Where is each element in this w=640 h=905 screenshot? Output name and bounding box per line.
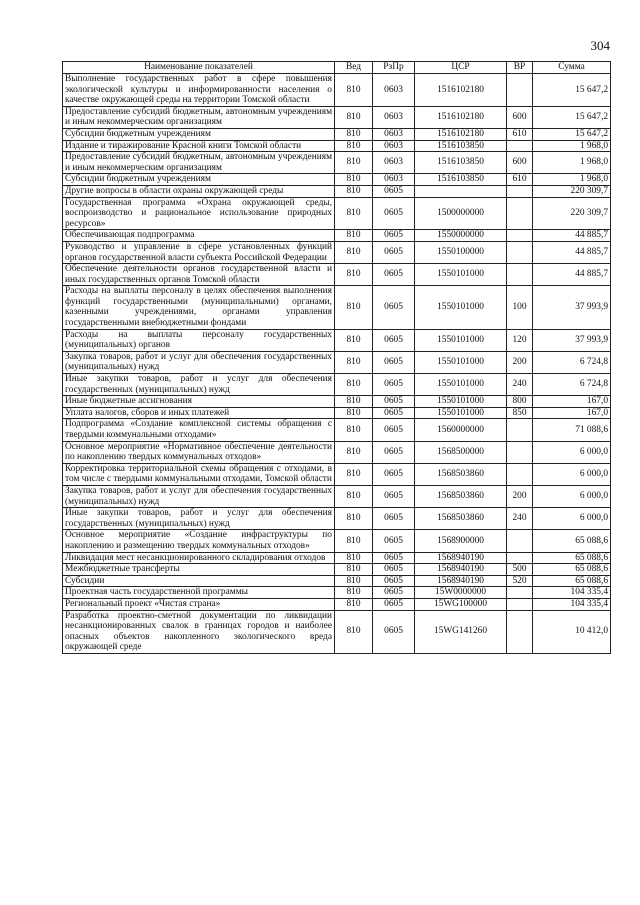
- table-row: [63, 407, 611, 419]
- row-name: Расходы на выплаты персоналу в целях обеспечения выполнения функций государственными (муниципальными) органами, казенными учреждениями, органами управления государственными внебюджетными фондами: [63, 286, 335, 329]
- row-csr: 1516102180: [415, 74, 507, 107]
- row-csr: 1550101000: [415, 374, 507, 396]
- row-csr: 1550101000: [415, 351, 507, 373]
- table-row: [63, 485, 611, 507]
- row-sum: 65 088,6: [533, 530, 611, 552]
- row-sum: 6 724,8: [533, 374, 611, 396]
- row-vr: 200: [507, 485, 533, 507]
- row-ved: 810: [335, 575, 373, 587]
- row-ved: 810: [335, 185, 373, 197]
- row-ved: 810: [335, 530, 373, 552]
- row-name: Субсидии бюджетным учреждениям: [63, 174, 335, 186]
- row-csr: 1568940190: [415, 552, 507, 564]
- row-name: Обеспечение деятельности органов государственной власти и иных государственных органов Томской области: [63, 264, 335, 286]
- table-row: [63, 106, 611, 128]
- row-sum: 10 412,0: [533, 610, 611, 653]
- table-row: [63, 463, 611, 485]
- table-row: [63, 351, 611, 373]
- row-csr: 1550101000: [415, 329, 507, 351]
- row-name: Субсидии: [63, 575, 335, 587]
- table-row: [63, 241, 611, 263]
- row-vr: [507, 598, 533, 610]
- row-csr: 1516102180: [415, 106, 507, 128]
- header-ved: Вед: [335, 62, 373, 74]
- row-sum: 1 968,0: [533, 152, 611, 174]
- row-rzpr: 0605: [373, 286, 415, 329]
- row-ved: 810: [335, 241, 373, 263]
- row-ved: 810: [335, 508, 373, 530]
- row-rzpr: 0605: [373, 598, 415, 610]
- row-vr: [507, 264, 533, 286]
- row-vr: 600: [507, 106, 533, 128]
- row-name: Государственная программа «Охрана окружающей среды, воспроизводство и рациональное использование природных ресурсов»: [63, 197, 335, 230]
- row-sum: 1 968,0: [533, 174, 611, 186]
- row-ved: 810: [335, 329, 373, 351]
- row-rzpr: 0603: [373, 174, 415, 186]
- row-rzpr: 0605: [373, 407, 415, 419]
- row-sum: 6 724,8: [533, 351, 611, 373]
- row-sum: 65 088,6: [533, 564, 611, 576]
- row-ved: 810: [335, 174, 373, 186]
- row-vr: [507, 74, 533, 107]
- row-sum: 37 993,9: [533, 329, 611, 351]
- row-name: Предоставление субсидий бюджетным, автономным учреждениям и иным некоммерческим организациям: [63, 106, 335, 128]
- row-sum: 15 647,2: [533, 106, 611, 128]
- row-rzpr: 0605: [373, 564, 415, 576]
- row-rzpr: 0603: [373, 128, 415, 140]
- row-rzpr: 0605: [373, 463, 415, 485]
- row-name: Подпрограмма «Создание комплексной системы обращения с твердыми коммунальными отходами»: [63, 419, 335, 441]
- row-rzpr: 0605: [373, 575, 415, 587]
- row-vr: 850: [507, 407, 533, 419]
- row-rzpr: 0605: [373, 508, 415, 530]
- row-vr: 600: [507, 152, 533, 174]
- row-rzpr: 0605: [373, 351, 415, 373]
- row-name: Основное мероприятие «Создание инфраструктуры по накоплению и размещению твердых коммунальных отходов»: [63, 530, 335, 552]
- row-name: Закупка товаров, работ и услуг для обеспечения государственных (муниципальных) нужд: [63, 485, 335, 507]
- row-sum: 71 088,6: [533, 419, 611, 441]
- table-row: [63, 396, 611, 408]
- row-name: Иные закупки товаров, работ и услуг для обеспечения государственных (муниципальных) нужд: [63, 374, 335, 396]
- table-row: [63, 197, 611, 230]
- row-csr: 1516103850: [415, 152, 507, 174]
- table-header-row: [63, 62, 611, 74]
- page-number: 304: [590, 38, 610, 53]
- header-rzpr: РзПр: [373, 62, 415, 74]
- row-name: Обеспечивающая подпрограмма: [63, 230, 335, 242]
- row-csr: 1568503860: [415, 485, 507, 507]
- row-sum: 6 000,0: [533, 485, 611, 507]
- row-vr: [507, 463, 533, 485]
- row-csr: 15WG141260: [415, 610, 507, 653]
- table-row: [63, 419, 611, 441]
- row-rzpr: 0605: [373, 530, 415, 552]
- row-ved: 810: [335, 128, 373, 140]
- row-sum: 1 968,0: [533, 140, 611, 152]
- row-sum: 6 000,0: [533, 441, 611, 463]
- row-vr: 800: [507, 396, 533, 408]
- table-row: [63, 185, 611, 197]
- row-rzpr: 0605: [373, 552, 415, 564]
- row-ved: 810: [335, 286, 373, 329]
- row-ved: 810: [335, 564, 373, 576]
- row-ved: 810: [335, 74, 373, 107]
- budget-table: [62, 61, 611, 654]
- row-name: Региональный проект «Чистая страна»: [63, 598, 335, 610]
- row-name: Иные бюджетные ассигнования: [63, 396, 335, 408]
- row-sum: 104 335,4: [533, 598, 611, 610]
- row-rzpr: 0605: [373, 610, 415, 653]
- row-sum: 15 647,2: [533, 128, 611, 140]
- row-name: Корректировка территориальной схемы обращения с отходами, в том числе с твердыми коммунальными отходами, Томской области: [63, 463, 335, 485]
- row-vr: 500: [507, 564, 533, 576]
- row-ved: 810: [335, 396, 373, 408]
- row-rzpr: 0603: [373, 140, 415, 152]
- row-vr: [507, 197, 533, 230]
- row-csr: 1568940190: [415, 564, 507, 576]
- row-vr: [507, 241, 533, 263]
- row-csr: [415, 185, 507, 197]
- header-vr: ВР: [507, 62, 533, 74]
- row-ved: 810: [335, 552, 373, 564]
- row-sum: 220 309,7: [533, 197, 611, 230]
- header-name: Наименование показателей: [63, 62, 335, 74]
- row-ved: 810: [335, 485, 373, 507]
- table-row: [63, 329, 611, 351]
- row-ved: 810: [335, 106, 373, 128]
- row-csr: 1516103850: [415, 174, 507, 186]
- row-csr: 15W0000000: [415, 587, 507, 599]
- row-name: Ликвидация мест несанкционированного складирования отходов: [63, 552, 335, 564]
- table-row: [63, 552, 611, 564]
- row-csr: 1516103850: [415, 140, 507, 152]
- row-rzpr: 0605: [373, 419, 415, 441]
- row-vr: 240: [507, 508, 533, 530]
- table-row: [63, 441, 611, 463]
- row-sum: 44 885,7: [533, 241, 611, 263]
- row-sum: 15 647,2: [533, 74, 611, 107]
- row-rzpr: 0605: [373, 374, 415, 396]
- row-name: Основное мероприятие «Нормативное обеспечение деятельности по накоплению твердых коммунальных отходов»: [63, 441, 335, 463]
- header-csr: ЦСР: [415, 62, 507, 74]
- row-csr: 1550101000: [415, 264, 507, 286]
- row-name: Выполнение государственных работ в сфере повышения экологической культуры и информированности населения о качестве окружающей среды на территории Томской области: [63, 74, 335, 107]
- row-name: Предоставление субсидий бюджетным, автономным учреждениям и иным некоммерческим организациям: [63, 152, 335, 174]
- row-rzpr: 0603: [373, 152, 415, 174]
- row-ved: 810: [335, 197, 373, 230]
- row-csr: 1550100000: [415, 241, 507, 263]
- row-sum: 220 309,7: [533, 185, 611, 197]
- row-csr: 1550101000: [415, 407, 507, 419]
- row-vr: [507, 530, 533, 552]
- row-rzpr: 0603: [373, 106, 415, 128]
- row-rzpr: 0605: [373, 230, 415, 242]
- row-csr: 1568940190: [415, 575, 507, 587]
- header-sum: Сумма: [533, 62, 611, 74]
- table-row: [63, 575, 611, 587]
- row-name: Уплата налогов, сборов и иных платежей: [63, 407, 335, 419]
- row-csr: 1550101000: [415, 286, 507, 329]
- row-sum: 65 088,6: [533, 552, 611, 564]
- row-name: Субсидии бюджетным учреждениям: [63, 128, 335, 140]
- row-csr: 1550101000: [415, 396, 507, 408]
- row-csr: 1568900000: [415, 530, 507, 552]
- row-vr: 610: [507, 174, 533, 186]
- row-ved: 810: [335, 598, 373, 610]
- row-sum: 37 993,9: [533, 286, 611, 329]
- row-rzpr: 0605: [373, 264, 415, 286]
- row-ved: 810: [335, 230, 373, 242]
- row-ved: 810: [335, 374, 373, 396]
- row-vr: [507, 610, 533, 653]
- row-rzpr: 0605: [373, 485, 415, 507]
- row-rzpr: 0605: [373, 441, 415, 463]
- row-vr: 200: [507, 351, 533, 373]
- row-name: Закупка товаров, работ и услуг для обеспечения государственных (муниципальных) нужд: [63, 351, 335, 373]
- table-row: [63, 587, 611, 599]
- row-vr: 520: [507, 575, 533, 587]
- row-ved: 810: [335, 140, 373, 152]
- table-row: [63, 610, 611, 653]
- row-rzpr: 0605: [373, 396, 415, 408]
- row-ved: 810: [335, 351, 373, 373]
- table-row: [63, 174, 611, 186]
- row-name: Иные закупки товаров, работ и услуг для обеспечения государственных (муниципальных) нужд: [63, 508, 335, 530]
- table-row: [63, 374, 611, 396]
- row-vr: 120: [507, 329, 533, 351]
- row-vr: 610: [507, 128, 533, 140]
- row-ved: 810: [335, 419, 373, 441]
- row-vr: 240: [507, 374, 533, 396]
- table-row: [63, 564, 611, 576]
- table-row: [63, 508, 611, 530]
- row-sum: 6 000,0: [533, 463, 611, 485]
- row-ved: 810: [335, 610, 373, 653]
- table-row: [63, 264, 611, 286]
- row-csr: 15WG100000: [415, 598, 507, 610]
- row-name: Руководство и управление в сфере установленных функций органов государственной власти субъекта Российской Федерации: [63, 241, 335, 263]
- table-row: [63, 230, 611, 242]
- row-name: Издание и тиражирование Красной книги Томской области: [63, 140, 335, 152]
- row-vr: [507, 140, 533, 152]
- row-name: Другие вопросы в области охраны окружающей среды: [63, 185, 335, 197]
- table-row: [63, 152, 611, 174]
- row-ved: 810: [335, 264, 373, 286]
- table-row: [63, 530, 611, 552]
- row-vr: [507, 441, 533, 463]
- row-csr: 1568503860: [415, 508, 507, 530]
- row-rzpr: 0603: [373, 74, 415, 107]
- row-ved: 810: [335, 407, 373, 419]
- row-rzpr: 0605: [373, 241, 415, 263]
- row-csr: 1550000000: [415, 230, 507, 242]
- row-csr: 1568500000: [415, 441, 507, 463]
- row-name: Проектная часть государственной программы: [63, 587, 335, 599]
- row-csr: 1516102180: [415, 128, 507, 140]
- table-row: [63, 74, 611, 107]
- row-rzpr: 0605: [373, 185, 415, 197]
- row-vr: [507, 552, 533, 564]
- row-sum: 65 088,6: [533, 575, 611, 587]
- row-csr: 1560000000: [415, 419, 507, 441]
- row-rzpr: 0605: [373, 329, 415, 351]
- row-ved: 810: [335, 587, 373, 599]
- row-vr: [507, 230, 533, 242]
- row-vr: [507, 419, 533, 441]
- row-csr: 1500000000: [415, 197, 507, 230]
- row-sum: 44 885,7: [533, 230, 611, 242]
- row-ved: 810: [335, 441, 373, 463]
- row-sum: 104 335,4: [533, 587, 611, 599]
- table-row: [63, 598, 611, 610]
- row-sum: 44 885,7: [533, 264, 611, 286]
- row-sum: 6 000,0: [533, 508, 611, 530]
- row-rzpr: 0605: [373, 197, 415, 230]
- row-rzpr: 0605: [373, 587, 415, 599]
- row-name: Расходы на выплаты персоналу государственных (муниципальных) органов: [63, 329, 335, 351]
- row-csr: 1568503860: [415, 463, 507, 485]
- table-row: [63, 286, 611, 329]
- row-ved: 810: [335, 463, 373, 485]
- row-name: Межбюджетные трансферты: [63, 564, 335, 576]
- row-sum: 167,0: [533, 407, 611, 419]
- table-row: [63, 128, 611, 140]
- row-sum: 167,0: [533, 396, 611, 408]
- row-ved: 810: [335, 152, 373, 174]
- row-vr: 100: [507, 286, 533, 329]
- table-row: [63, 140, 611, 152]
- row-name: Разработка проектно-сметной документации по ликвидации несанкционированных свалок в границах городов и наиболее опасных объектов накопленного экологического вреда окружающей среде: [63, 610, 335, 653]
- row-vr: [507, 587, 533, 599]
- row-vr: [507, 185, 533, 197]
